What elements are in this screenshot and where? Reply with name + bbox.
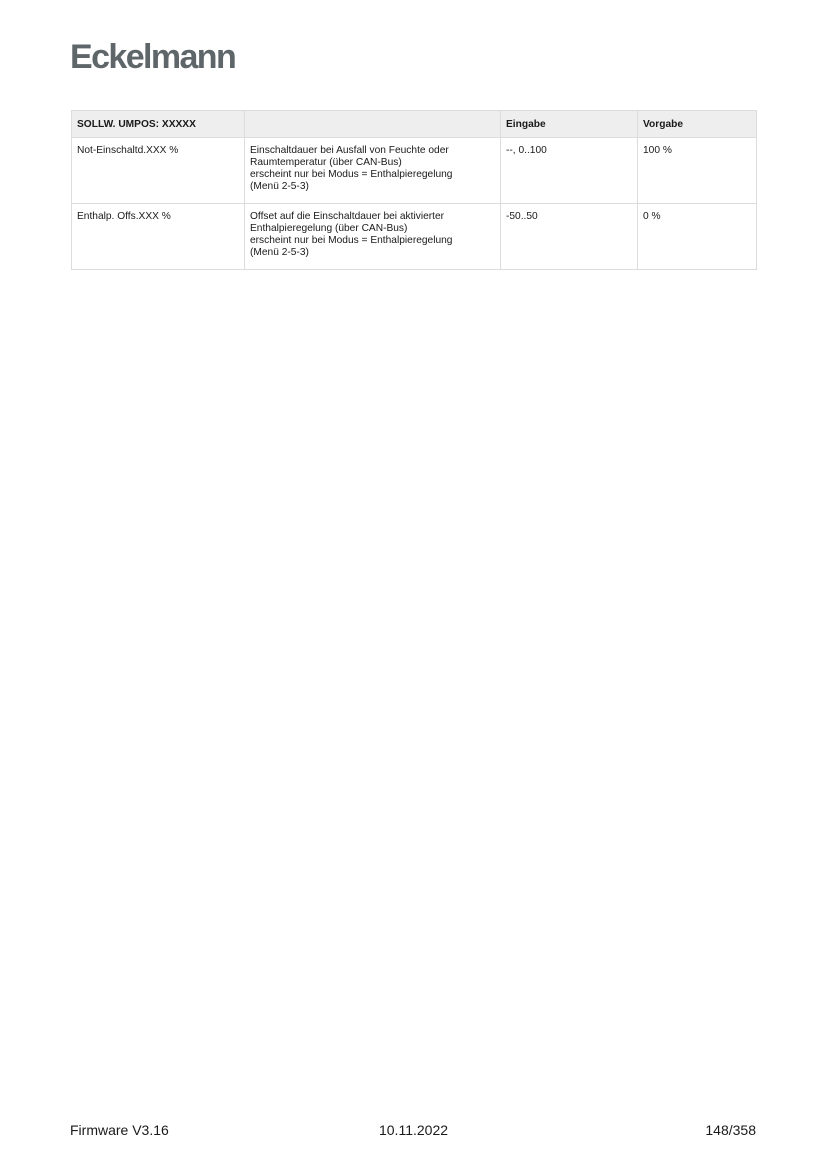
- footer-firmware-version: Firmware V3.16: [70, 1122, 169, 1138]
- table-row: [72, 138, 757, 204]
- footer-date: 10.11.2022: [378, 1122, 449, 1138]
- description-line: Einschaltdauer bei Ausfall von Feuchte oder: [250, 145, 449, 156]
- parameter-input-range: -50..50: [501, 204, 638, 270]
- parameter-description: [245, 138, 501, 204]
- description-line: (Menü 2-5-3): [250, 247, 309, 258]
- description-line: (Menü 2-5-3): [250, 181, 309, 192]
- description-line: Raumtemperatur (über CAN-Bus): [250, 157, 402, 168]
- parameter-name: Enthalp. Offs.XXX %: [72, 204, 245, 270]
- parameter-table: [71, 110, 757, 270]
- parameter-default: 0 %: [638, 204, 757, 270]
- parameter-input-range: --, 0..100: [501, 138, 638, 204]
- description-line: erscheint nur bei Modus = Enthalpieregelung: [250, 235, 453, 246]
- column-header-default: Vorgabe: [638, 111, 757, 138]
- table-row: [72, 204, 757, 270]
- description-line: erscheint nur bei Modus = Enthalpieregelung: [250, 169, 453, 180]
- description-line: Offset auf die Einschaltdauer bei aktivierter: [250, 211, 445, 222]
- company-logo: Eckelmann: [70, 38, 236, 76]
- table-header-row: [72, 111, 757, 138]
- parameter-description: [245, 204, 501, 270]
- parameter-name: Not-Einschaltd.XXX %: [72, 138, 245, 204]
- column-header-description: [245, 111, 501, 138]
- description-line: Enthalpieregelung (über CAN-Bus): [250, 223, 408, 234]
- column-header-parameter: SOLLW. UMPOS: XXXXX: [72, 111, 245, 138]
- parameter-default: 100 %: [638, 138, 757, 204]
- footer-page-number: 148/358: [705, 1122, 756, 1138]
- column-header-input: Eingabe: [501, 111, 638, 138]
